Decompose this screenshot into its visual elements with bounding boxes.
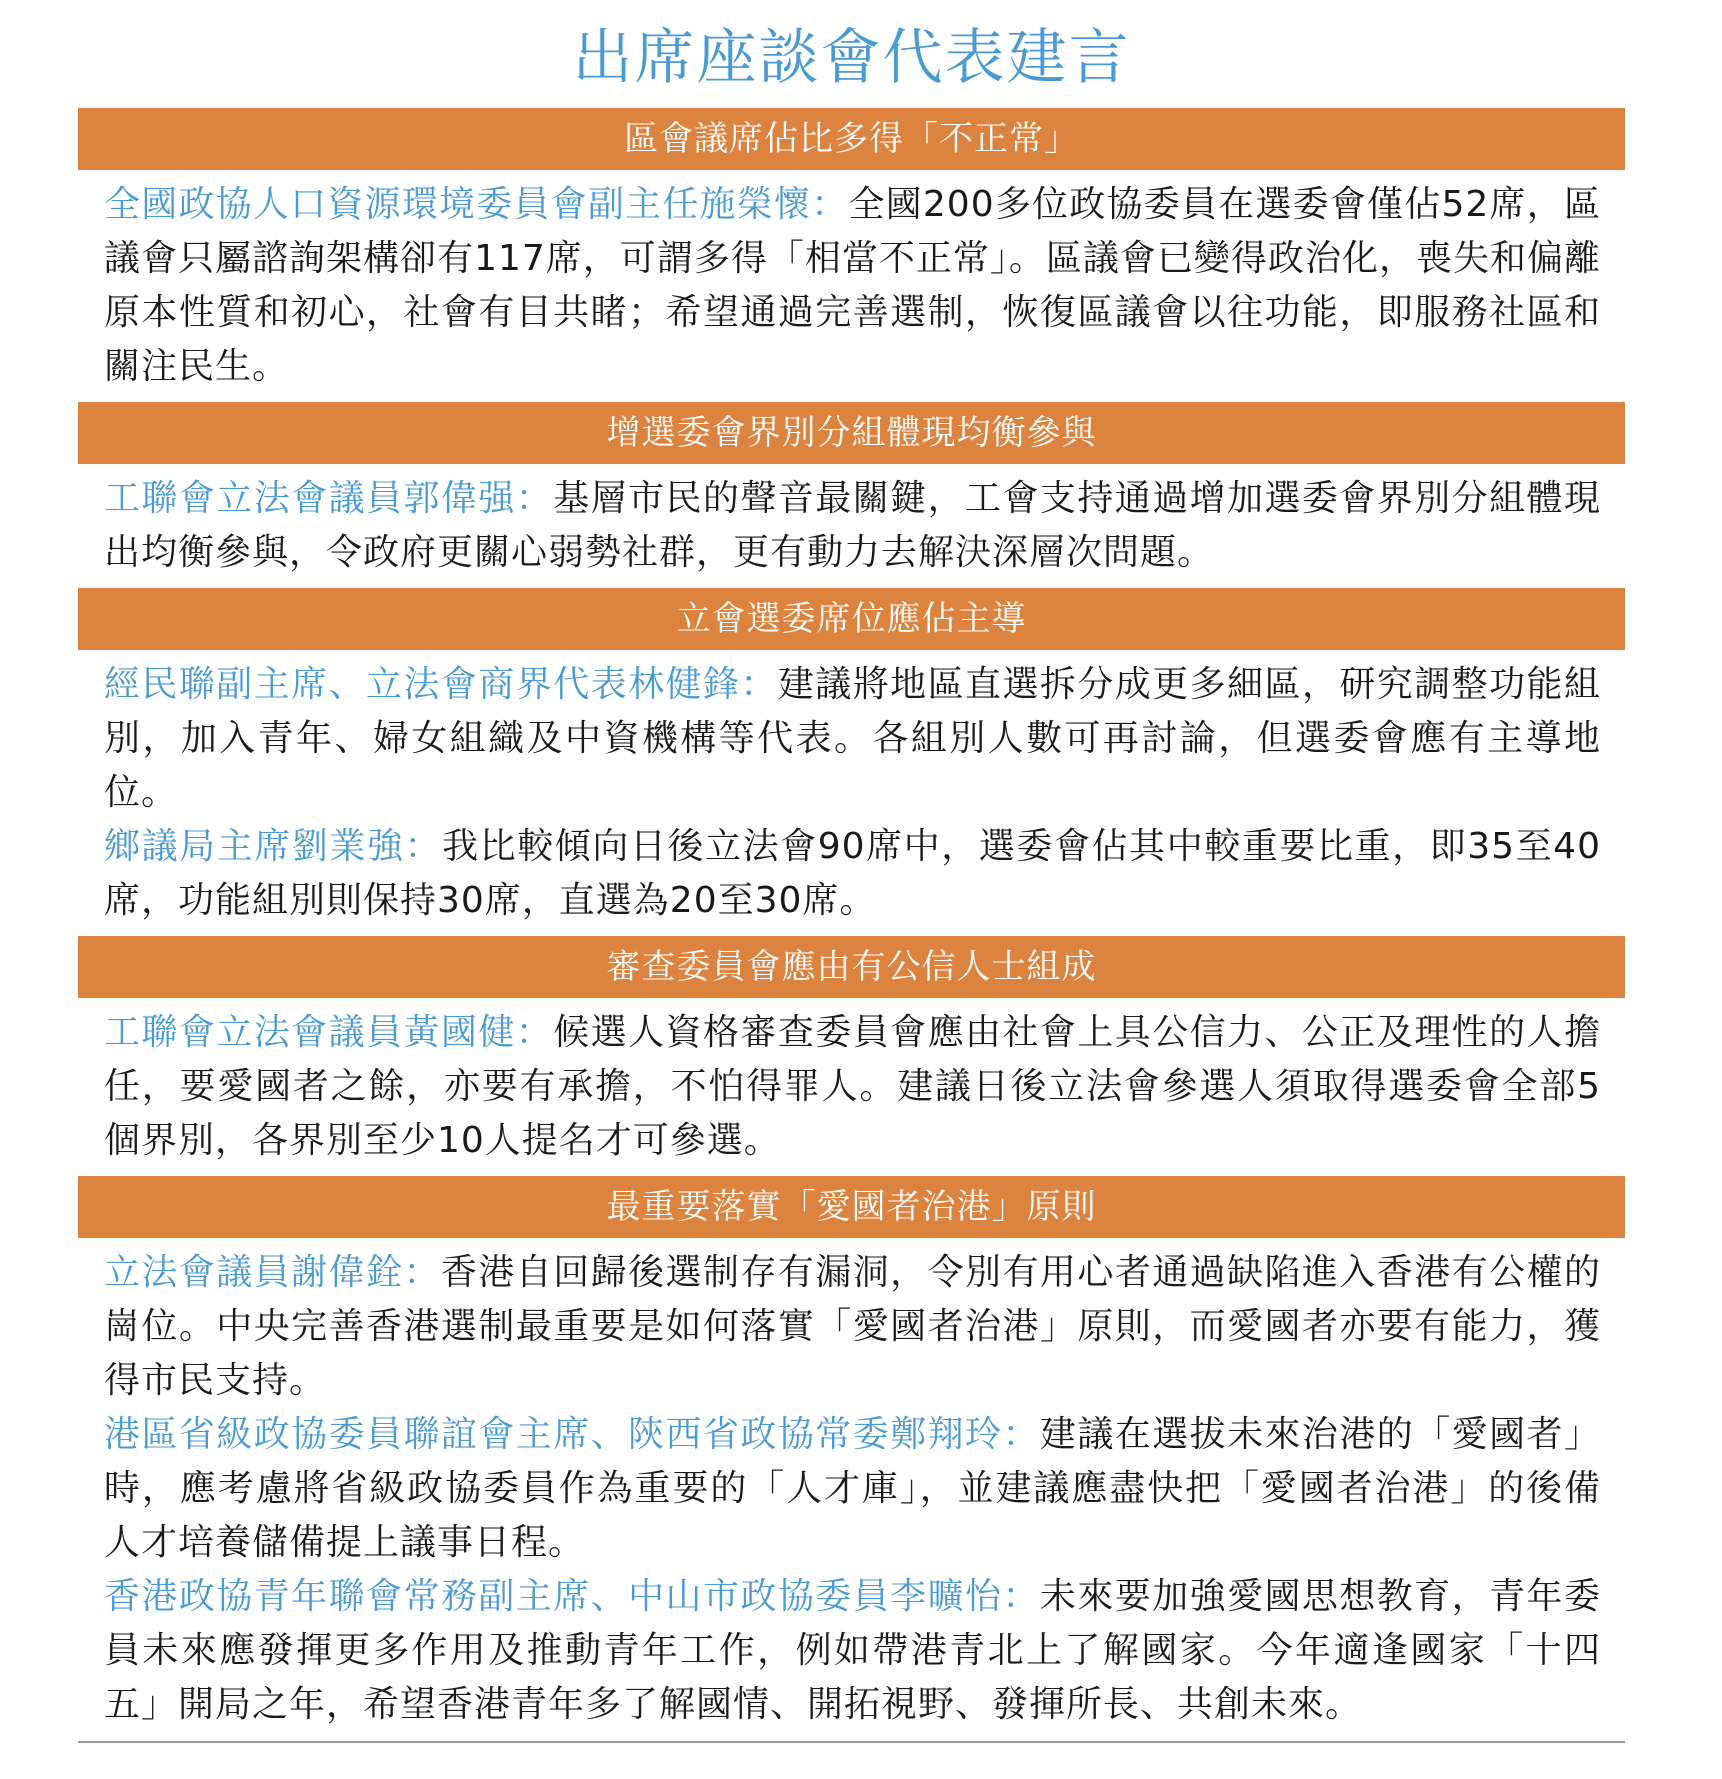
entry [104,1408,1601,1570]
entry [104,1246,1601,1408]
section-legco-seats [78,588,1625,936]
section-heading: 立會選委席位應佔主導 [78,588,1625,650]
entry [104,1570,1601,1732]
speaker-statement: 基層市民的聲音最關鍵，工會支持通過增加選委會界別分組體現出均衡參與，令政府更關心弱勢社群，更有動力去解決深層次問題。 [104,478,1601,573]
speaker-statement: 建議在選拔未來治港的「愛國者」時，應考慮將省級政協委員作為重要的「人才庫」，並建議應盡快把「愛國者治港」的後備人才培養儲備提上議事日程。 [104,1414,1601,1563]
entry [104,658,1601,820]
speaker-statement: 建議將地區直選拆分成更多細區，研究調整功能組別，加入青年、婦女組織及中資機構等代表。各組別人數可再討論，但選委會應有主導地位。 [104,664,1601,813]
section-district-council [78,108,1625,402]
speaker-name: 全國政協人口資源環境委員會副主任施榮懷： [104,184,849,225]
page-title: 出席座談會代表建言 [572,23,1131,93]
entry [104,178,1601,394]
section-balanced-participation [78,402,1625,588]
speaker-name: 工聯會立法會議員郭偉强： [104,478,554,519]
speaker-name: 經民聯副主席、立法會商界代表林健鋒： [104,664,778,705]
section-heading: 審查委員會應由有公信人士組成 [78,936,1625,998]
speaker-name: 港區省級政協委員聯誼會主席、陝西省政協常委鄭翔玲： [104,1414,1040,1455]
article [78,20,1625,1740]
section-body [78,650,1625,936]
entry [104,472,1601,580]
speaker-name: 工聯會立法會議員黃國健： [104,1012,554,1053]
speaker-statement: 未來要加強愛國思想教育，青年委員未來應發揮更多作用及推動青年工作，例如帶港青北上了解國家。今年適逢國家「十四五」開局之年，希望香港青年多了解國情、開拓視野、發揮所長、共創未來。 [104,1576,1601,1725]
speaker-statement: 候選人資格審查委員會應由社會上具公信力、公正及理性的人擔任，要愛國者之餘，亦要有承擔，不怕得罪人。建議日後立法會參選人須取得選委會全部5個界別，各界別至少10人提名才可參選。 [104,1012,1601,1161]
speaker-statement: 香港自回歸後選制存有漏洞，令別有用心者通過缺陷進入香港有公權的崗位。中央完善香港選制最重要是如何落實「愛國者治港」原則，而愛國者亦要有能力，獲得市民支持。 [104,1252,1601,1401]
entry [104,1006,1601,1168]
speaker-statement: 全國200多位政協委員在選委會僅佔52席，區議會只屬諮詢架構卻有117席，可謂多得「相當不正常」。區議會已變得政治化，喪失和偏離原本性質和初心，社會有目共睹；希望通過完善選制，恢復區議會以往功能，即服務社區和關注民生。 [104,184,1601,387]
section-body [78,464,1625,588]
bottom-divider [78,1741,1625,1743]
section-heading: 最重要落實「愛國者治港」原則 [78,1176,1625,1238]
section-heading: 區會議席佔比多得「不正常」 [78,108,1625,170]
section-vetting-committee [78,936,1625,1176]
section-body [78,170,1625,402]
section-body [78,998,1625,1176]
section-heading: 增選委會界別分組體現均衡參與 [78,402,1625,464]
speaker-statement: 我比較傾向日後立法會90席中，選委會佔其中較重要比重，即35至40席，功能組別則保持30席，直選為20至30席。 [104,826,1601,921]
entry [104,820,1601,928]
section-body [78,1238,1625,1740]
speaker-name: 鄉議局主席劉業強： [104,826,443,867]
speaker-name: 立法會議員謝偉銓： [104,1252,441,1293]
section-patriots-principle [78,1176,1625,1740]
speaker-name: 香港政協青年聯會常務副主席、中山市政協委員李曠怡： [104,1576,1040,1617]
